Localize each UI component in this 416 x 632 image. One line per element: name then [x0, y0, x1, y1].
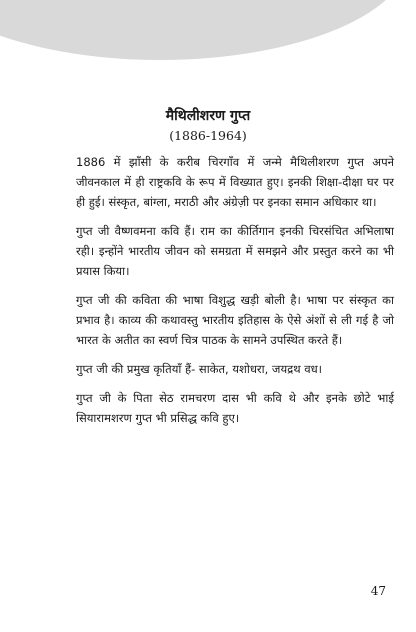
page-title: मैथिलीशरण गुप्त — [165, 108, 251, 124]
page-number: 47 — [370, 584, 386, 598]
author-dates: (1886-1964) — [169, 128, 247, 143]
paragraph-family: गुप्त जी के पिता सेठ रामचरण दास भी कवि थे और इनके छोटे भाई सियारामशरण गुप्त भी प्रसिद्ध कवि हुए। — [76, 391, 394, 425]
paragraph-biography: 1886 में झाँसी के करीब चिरगाँव में जन्मे मैथिलीशरण गुप्त अपने जीवनकाल में ही राष्ट्रकवि के रूप में विख्यात हुए। इनकी शिक्षा-दीक्षा घर पर ही हुई। संस्कृत, बांग्ला, मराठी और अंग्रेज़ी पर इनका समान अधिकार था। — [76, 155, 394, 209]
paragraph-language: गुप्त जी की कविता की भाषा विशुद्ध खड़ी बोली है। भाषा पर संस्कृत का प्रभाव है। काव्य की कथावस्तु भारतीय इतिहास के ऐसे अंशों से ली गई है जो भारत के अतीत का स्वर्ण चित्र पाठक के सामने उपस्थित करते हैं। — [76, 293, 394, 347]
paragraph-works: गुप्त जी की प्रमुख कृतियाँ हैं- साकेत, यशोधरा, जयद्रथ वध। — [76, 362, 323, 376]
paragraph-themes: गुप्त जी वैष्णवमना कवि हैं। राम का कीर्तिगान इनकी चिरसंचित अभिलाषा रही। इन्होंने भारतीय जीवन को समग्रता में समझने और प्रस्तुत करने का भी प्रयास किया। — [76, 224, 394, 278]
decorative-corner-shape — [0, 0, 410, 60]
body-text — [76, 152, 394, 437]
